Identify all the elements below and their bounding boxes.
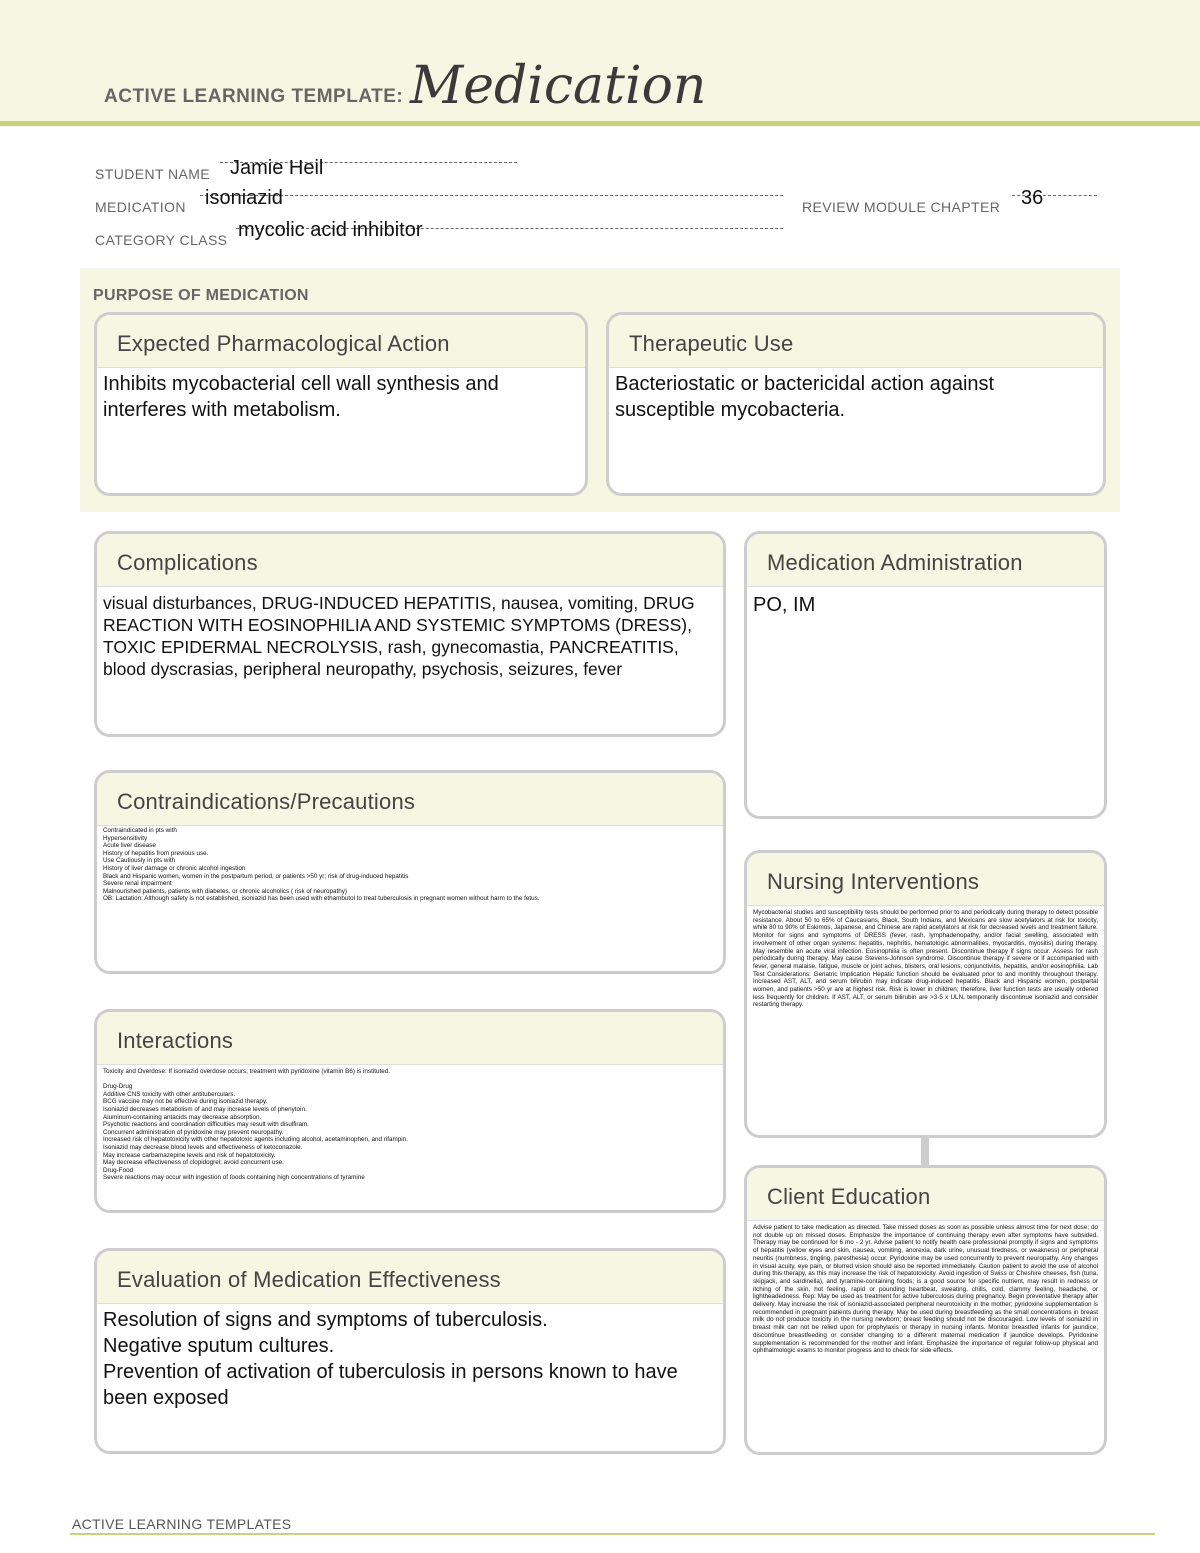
contraindications-header [97,773,723,826]
student-name-field[interactable]: Jamie Heil [230,157,324,179]
interactions-line: Isoniazid may decrease blood levels and effectiveness of ketoconazole. [103,1143,303,1151]
interactions-line: Psychotic reactions and coordination difficulties may result with disulfiram. [103,1121,310,1129]
medication-field[interactable]: isoniazid [205,187,283,209]
interactions-text[interactable] [103,1068,717,1182]
evaluation-line: Resolution of signs and symptoms of tuberculosis. [103,1309,548,1331]
nursing-interventions-title: Nursing Interventions [767,869,980,894]
interactions-line: Isoniazid decreases metabolism of and may increase levels of phenytoin. [103,1105,307,1113]
evaluation-box [94,1248,726,1454]
interactions-line: Concurrent administration of pyridoxine may prevent neuropathy. [103,1128,284,1136]
interactions-line: Severe reactions may occur with ingestion of foods containing high concentrations of tyramine [103,1174,365,1182]
evaluation-line: Prevention of activation of tuberculosis in persons known to have been exposed [103,1361,678,1409]
evaluation-line: Negative sputum cultures. [103,1335,335,1357]
evaluation-title: Evaluation of Medication Effectiveness [117,1267,501,1292]
header-label: ACTIVE LEARNING TEMPLATE: [104,86,404,107]
interactions-line: Increased risk of hepatotoxicity with other hepatotoxic agents including alcohol, acetaminophen, and rifampin. [103,1136,408,1144]
student-name-label: STUDENT NAME [95,166,210,182]
administration-title: Medication Administration [767,550,1023,575]
interactions-line: Toxicity and Overdose: If isoniazid overdose occurs, treatment with pyridoxine (vitamin B6) is instituted. [103,1068,390,1075]
complications-box [94,531,726,737]
therapeutic-use-box [606,312,1106,496]
contraindications-box [94,770,726,974]
contraindications-line: Use Cautiously in pts with [103,857,176,865]
review-chapter-field[interactable]: 36 [1021,187,1044,209]
contraindications-line: Black and Hispanic women, women in the postpartum period, or patients >50 yr; risk of drug-induced hepatitis [103,872,409,880]
interactions-line: Drug-Food [103,1166,134,1174]
contraindications-line: Severe renal impairment [103,880,172,888]
expected-action-box [94,312,588,496]
purpose-title: PURPOSE OF MEDICATION [93,287,309,304]
nursing-interventions-header [747,853,1104,906]
contraindications-line: Malnourished patients, patients with diabetes, or chronic alcoholics ( risk of neuropathy) [103,887,347,895]
interactions-line: May increase carbamazepine levels and risk of hepatotoxicity. [103,1151,276,1159]
footer-rule [70,1533,1155,1535]
header-rule [0,121,1200,126]
category-class-label: CATEGORY CLASS [95,232,228,248]
contraindications-line: History of hepatitis from previous use. [103,849,209,857]
client-education-title: Client Education [767,1184,931,1209]
contraindications-title: Contraindications/Precautions [117,789,416,814]
contraindications-line: Acute liver disease [103,842,156,850]
contraindications-line: Contraindicated in pts with [103,827,177,834]
nursing-interventions-box [744,850,1107,1138]
client-education-text[interactable]: Advise patient to take medication as directed. Take missed doses as soon as possible unless almost time for next dose; do not double up on missed doses. Emphasize the importance of continuing therapy even after symptoms have subsided. Therapy may be continued for 6 mo - 2 yr. Advise patient to notify health care professional promptly if signs and symptoms of hepatitis (yellow eyes and skin, nausea, vomiting, anorexia, dark urine, unusual tiredness, or weakness) or peripheral neuritis (numbness, tingling, paresthesia) occur. Pyridoxine may be used concurrently to prevent neuropathy. Any changes in visual acuity, eye pain, or blurred vision should also be reported immediately. Caution patient to avoid the use of alcohol during this therapy, as this may increase the risk of hepatotoxicity. Avoid ingestion of Swiss or Cheshire cheeses, fish (tuna, skipjack, and sardinella), and tyramine-containing foods; is a good source for specific nutrient, may result in redness or itching of the skin, hot feeling, rapid or pounding heartbeat, sweating, chills, cold, clammy feeling, headache, or lightheadedness. Rep: May be used as treatment for active tuberculosis during pregnancy. Begin preventative therapy after delivery. May increase the risk of isoniazid-associated peripheral neurotoxicity in the mother; pyridoxine supplementation is recommended in pregnant patients during therapy. May be used during breastfeeding as the small concentrations in breast milk do not produce toxicity in the nursing newborn; breast feeding should not be discouraged. Low levels of isoniazid in breast milk can not be relied upon for prophylaxis or therapy in nursing infants. Monitor breastfed infants for jaundice; discontinue breastfeeding or consider changing to a different maternal medication if jaundice develops. Pyridoxine supplementation is recommended for the mother and infant. Emphasize the importance of regular follow-up physical and ophthalmologic exams to monitor progress and to check for side effects. [753,1224,1098,1355]
expected-action-text[interactable]: Inhibits mycobacterial cell wall synthesis and interferes with metabolism. [103,373,499,421]
contraindications-line: History of liver damage or chronic alcohol ingestion [103,864,246,872]
interactions-line [103,1076,717,1084]
evaluation-header [97,1251,723,1304]
page-title: Medication [410,56,707,116]
client-education-header [747,1168,1104,1221]
nursing-interventions-text[interactable]: Mycobacterial studies and susceptibility tests should be performed prior to and periodically during therapy to detect possible resistance. About 50 to 65% of Caucasians, Black, South Indians, and Mexicans are slow acetylators at risk for toxicity, while 80 to 90% of Eskimos, Japanese, and Chinese are rapid acetylators at risk for decreased levels and treatment failure. Monitor for signs and symptoms of DRESS (fever, rash, lymphadenopathy, and/or facial swelling, associated with involvement of other organ systems: hepatitis, nephritis, hematologic abnormalities, myocarditis, myositis) during therapy. May resemble an acute viral infection. Eosinophilia is often present. Discontinue therapy if signs occur. Assess for rash periodically during therapy. May cause Stevens-Johnson syndrome. Discontinue therapy if severe or if accompanied with fever, general malaise, fatigue, muscle or joint aches, blisters, oral lesions, conjunctivitis, hepatitis, and/or eosinophilia. Lab Test Considerations: Geriatric Implication Hepatic function should be evaluated prior to and monthly throughout therapy. Increased AST, ALT, and serum bilirubin may indicate drug-induced hepatitis. Black and Hispanic women, postpartal women, and patients >50 yr are at highest risk. Risk is lower in children; therefore, liver function tests are usually ordered less frequently for children. If AST, ALT, or serum bilirubin are >3-5 x ULN, temporarily discontinue isoniazid and consider restarting therapy. [753,909,1098,1009]
interactions-line: Aluminum-containing antacids may decrease absorption. [103,1113,262,1121]
expected-action-title: Expected Pharmacological Action [117,331,450,356]
administration-header [747,534,1104,587]
therapeutic-use-text[interactable]: Bacteriostatic or bactericidal action against susceptible mycobacteria. [615,373,995,421]
contraindications-text[interactable] [103,827,717,903]
therapeutic-use-header [609,315,1103,368]
expected-action-header [97,315,585,368]
footer-label: ACTIVE LEARNING TEMPLATES [72,1516,292,1532]
interactions-line: Drug-Drug [103,1083,133,1091]
complications-title: Complications [117,550,258,575]
interactions-line: May decrease effectiveness of clopidogrel; avoid concurrent use. [103,1159,284,1167]
client-education-box [744,1165,1107,1455]
interactions-line: BCG vaccine may not be effective during isoniazid therapy. [103,1098,268,1106]
interactions-title: Interactions [117,1028,234,1053]
complications-text[interactable]: visual disturbances, DRUG-INDUCED HEPATITIS, nausea, vomiting, DRUG REACTION WITH EOSINOPHILIA AND SYSTEMIC SYMPTOMS (DRESS), TOXIC EPIDERMAL NECROLYSIS, rash, gynecomastia, PANCREATITIS, blood dyscrasias, peripheral neuropathy, psychosis, seizures, fever [103,593,695,679]
contraindications-line: Hypersensitivity [103,834,148,842]
section-connector [921,1137,929,1165]
interactions-line: Additive CNS toxicity with other antituberculars. [103,1090,236,1098]
review-chapter-label: REVIEW MODULE CHAPTER [802,199,1001,215]
administration-text[interactable]: PO, IM [753,594,816,616]
category-class-field[interactable]: mycolic acid inhibitor [238,219,423,241]
medication-label: MEDICATION [95,199,186,215]
administration-box [744,531,1107,819]
complications-header [97,534,723,587]
evaluation-text[interactable] [103,1307,717,1411]
therapeutic-use-title: Therapeutic Use [629,331,794,356]
interactions-box [94,1009,726,1213]
interactions-header [97,1012,723,1065]
medication-line [200,195,783,196]
contraindications-line: OB: Lactation: Although safety is not established, isoniazid has been used with ethambutol to treat tuberculosis in pregnant women without harm to the fetus. [103,895,540,903]
